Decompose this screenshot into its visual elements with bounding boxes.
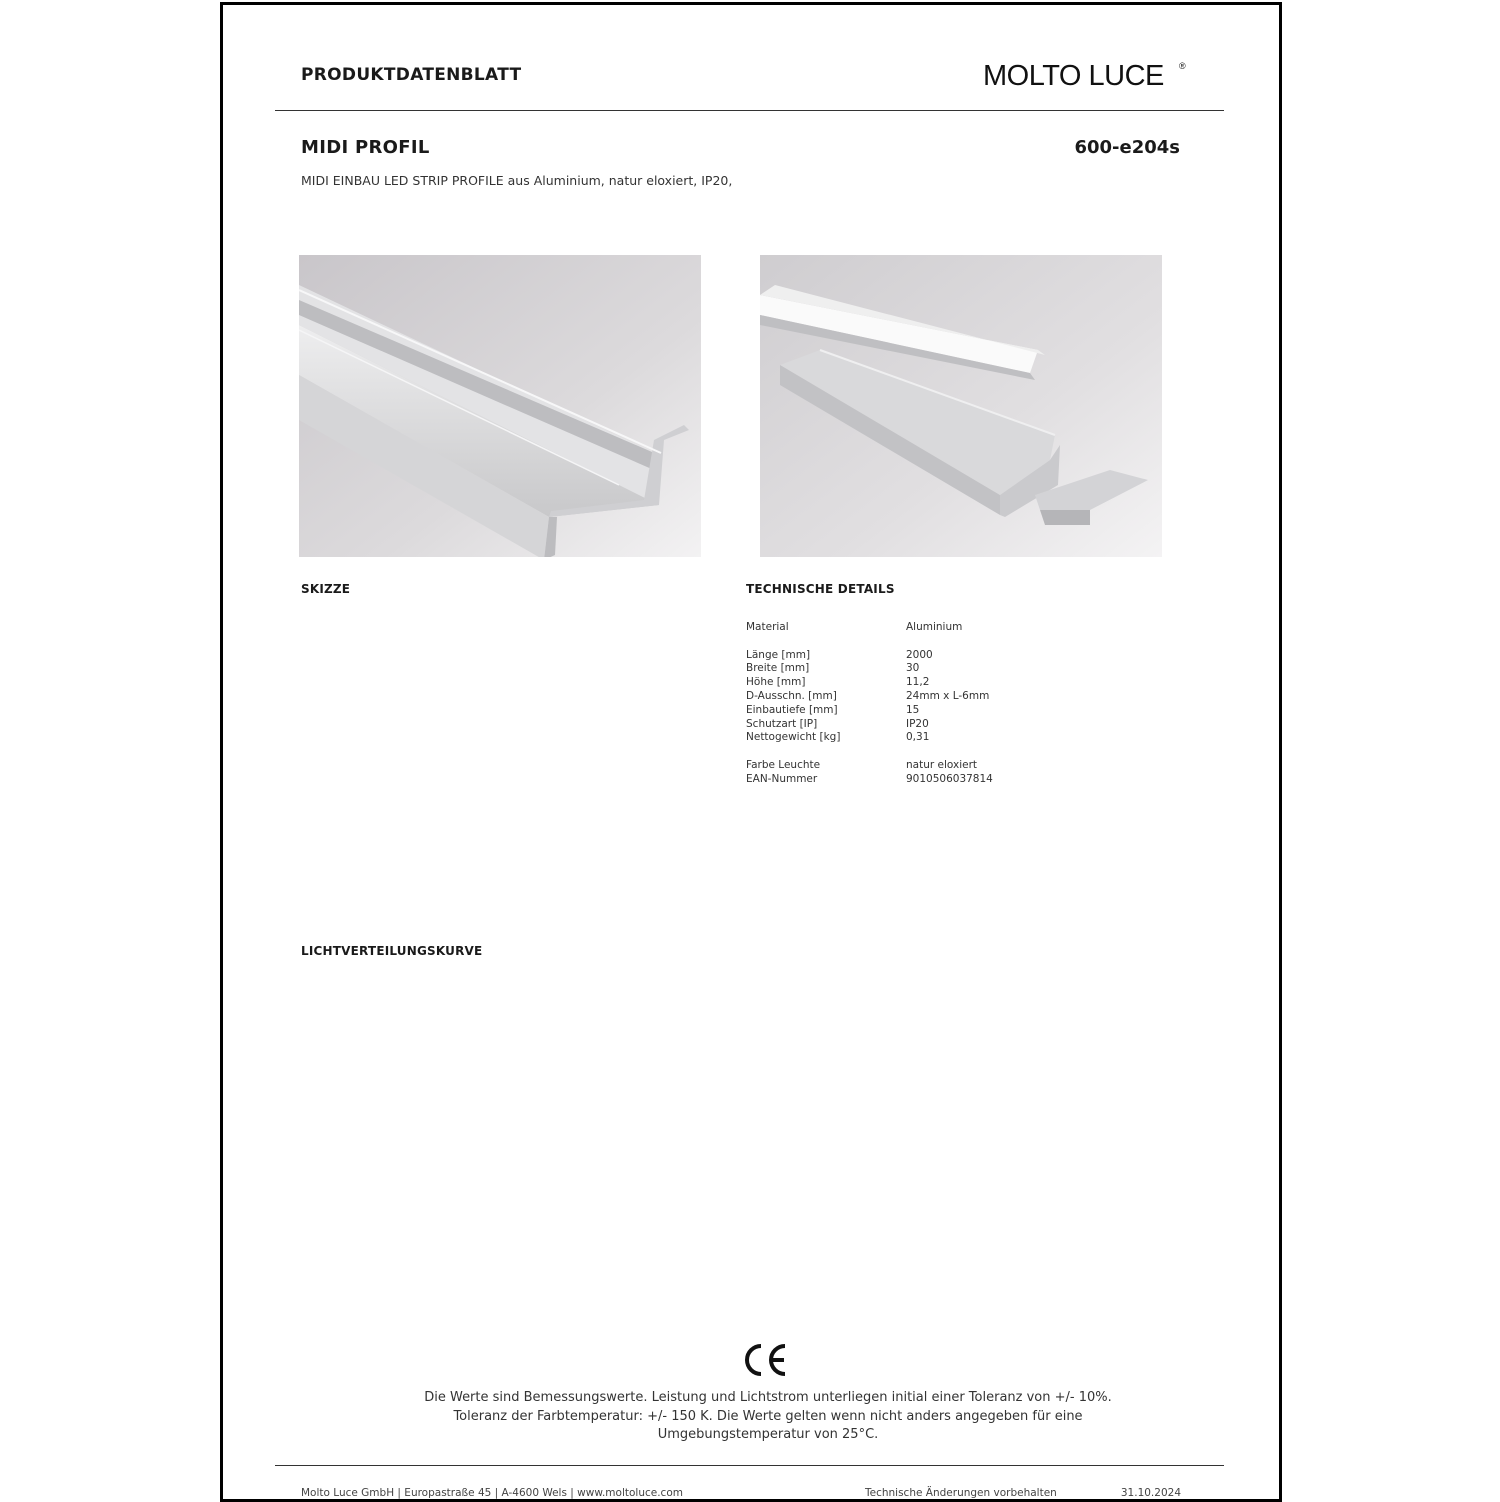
spec-label: Breite [mm] bbox=[746, 662, 810, 675]
spec-row bbox=[746, 662, 1166, 676]
spec-label: D-Ausschn. [mm] bbox=[746, 689, 837, 702]
section-sketch-heading: SKIZZE bbox=[301, 582, 351, 596]
footer-note: Technische Änderungen vorbehalten bbox=[865, 1487, 1057, 1499]
spec-label: Material bbox=[746, 621, 789, 633]
disclaimer bbox=[343, 1389, 1193, 1445]
spec-value: 2000 bbox=[906, 648, 933, 661]
disclaimer-line: Toleranz der Farbtemperatur: +/- 150 K. Die Werte gelten wenn nicht anders angegeben für eine bbox=[453, 1408, 1083, 1424]
datasheet-page bbox=[220, 2, 1282, 1502]
spec-value: 11,2 bbox=[906, 676, 930, 689]
spec-label: Länge [mm] bbox=[746, 648, 811, 661]
brand-logo bbox=[983, 55, 1193, 95]
spec-value: 24mm x L-6mm bbox=[906, 689, 990, 702]
spec-label: Farbe Leuchte bbox=[746, 758, 821, 771]
spec-row bbox=[746, 676, 1166, 690]
spec-row bbox=[746, 649, 1166, 663]
svg-text:®: ® bbox=[1179, 61, 1186, 71]
disclaimer-line: Umgebungstemperatur von 25°C. bbox=[657, 1427, 879, 1442]
profile-with-cover-photo bbox=[760, 255, 1162, 557]
technical-details-table bbox=[746, 621, 1166, 787]
spec-label: Schutzart [IP] bbox=[746, 717, 818, 730]
spec-label: Einbautiefe [mm] bbox=[746, 703, 838, 716]
profile-photo bbox=[299, 255, 701, 557]
spec-row bbox=[746, 718, 1166, 732]
spec-label: Nettogewicht [kg] bbox=[746, 731, 841, 744]
product-name: MIDI PROFIL bbox=[301, 137, 430, 158]
spec-value: 0,31 bbox=[906, 731, 930, 744]
spec-label: EAN-Nummer bbox=[746, 772, 818, 785]
section-technical-heading: TECHNISCHE DETAILS bbox=[746, 582, 895, 596]
spec-value: 15 bbox=[906, 703, 920, 716]
spec-value: natur eloxiert bbox=[906, 758, 978, 771]
document-title: PRODUKTDATENBLATT bbox=[301, 65, 522, 85]
footer-date: 31.10.2024 bbox=[1120, 1487, 1181, 1499]
spec-row bbox=[746, 759, 1166, 773]
product-code: 600-e204s bbox=[1074, 137, 1180, 158]
spec-value: 9010506037814 bbox=[906, 772, 993, 785]
product-description: MIDI EINBAU LED STRIP PROFILE aus Aluminium, natur eloxiert, IP20, bbox=[301, 173, 733, 188]
spec-row bbox=[746, 621, 1166, 635]
spec-value: IP20 bbox=[906, 717, 929, 730]
spec-value: Aluminium bbox=[906, 621, 963, 633]
spec-row bbox=[746, 690, 1166, 704]
spec-label: Höhe [mm] bbox=[746, 676, 806, 689]
spec-row bbox=[746, 731, 1166, 745]
header-divider bbox=[275, 110, 1224, 111]
svg-text:MOLTO LUCE: MOLTO LUCE bbox=[983, 60, 1164, 92]
spec-row bbox=[746, 773, 1166, 787]
section-light-curve-heading: LICHTVERTEILUNGSKURVE bbox=[301, 944, 483, 958]
footer-divider bbox=[275, 1465, 1224, 1466]
disclaimer-line: Die Werte sind Bemessungswerte. Leistung und Lichtstrom unterliegen initial einer Toleranz von +/- 10%. bbox=[424, 1390, 1112, 1405]
footer-company: Molto Luce GmbH | Europastraße 45 | A-4600 Wels | www.moltoluce.com bbox=[301, 1487, 683, 1499]
spec-value: 30 bbox=[906, 662, 920, 675]
ce-mark-icon bbox=[741, 1342, 789, 1378]
spec-row bbox=[746, 704, 1166, 718]
